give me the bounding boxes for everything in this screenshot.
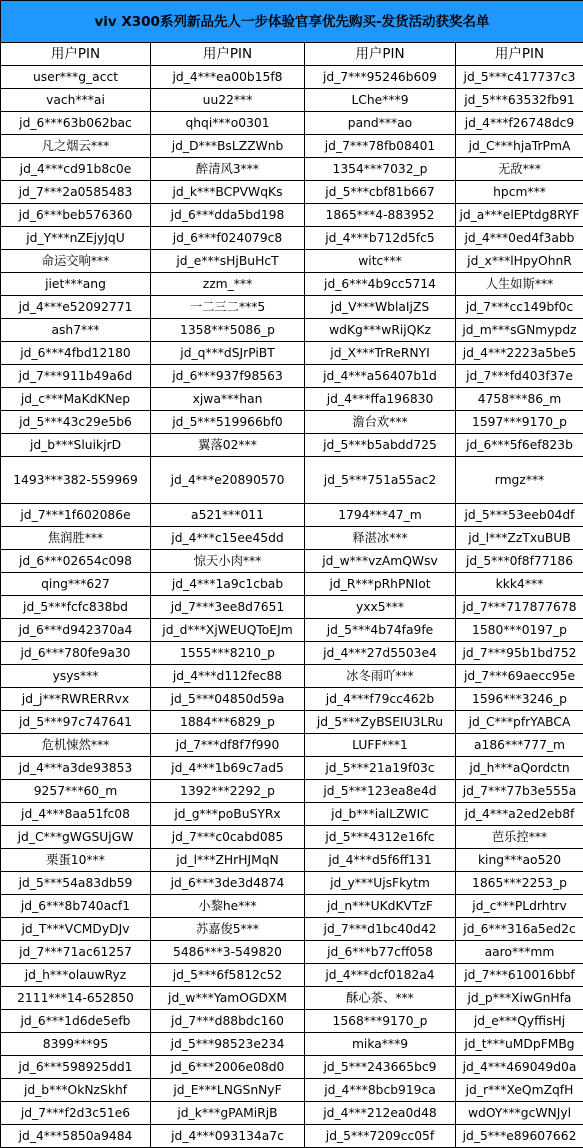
user-pin-cell: jd_5***123ea8e4d [305,780,456,803]
table-row [1,688,583,711]
user-pin-cell: jd_5***04850d59a [151,688,305,711]
table-row [1,734,583,757]
user-pin-cell: 翼落02*** [151,434,305,457]
user-pin-cell: jd_6***63b062bac [1,112,151,135]
sheet-title: viv X300系列新品先人一步体验官享优先购买-发货活动获奖名单 [1,1,583,43]
user-pin-cell: jd_4***a3de93853 [1,757,151,780]
user-pin-cell: 1580***0197_p [456,619,583,642]
user-pin-cell: jd_V***WblaIjZS [305,296,456,319]
user-pin-cell: yxx5*** [305,596,456,619]
table-row [1,1056,583,1079]
user-pin-cell: jd_4***d112fec88 [151,665,305,688]
user-pin-cell: 苏嘉俊5*** [151,918,305,941]
table-row [1,89,583,112]
user-pin-cell: jd_g***poBuSYRx [151,803,305,826]
user-pin-cell: jd_5***e89607662 [456,1125,583,1148]
user-pin-cell: 1794***47_m [305,504,456,527]
user-pin-cell: jd_D***BsLZZWnb [151,135,305,158]
table-row [1,204,583,227]
user-pin-cell: jd_4***d5f6ff131 [305,849,456,872]
user-pin-cell: 1865***2253_p [456,872,583,895]
user-pin-cell: jd_4***cd91b8c0e [1,158,151,181]
user-pin-cell: jd_6***4b9cc5714 [305,273,456,296]
user-pin-cell: jd_6***780fe9a30 [1,642,151,665]
user-pin-cell: jd_5***63532fb91 [456,89,583,112]
user-pin-cell: jd_7***95b1bd752 [456,642,583,665]
user-pin-cell: 5486***3-549820 [151,941,305,964]
user-pin-cell: jd_x***lHpyOhnR [456,250,583,273]
column-header: 用户PIN [151,43,305,66]
user-pin-cell: jd_4***1b69c7ad5 [151,757,305,780]
user-pin-cell: jd_5***4312e16fc [305,826,456,849]
table-row [1,250,583,273]
table-row [1,619,583,642]
user-pin-cell: jd_b***ialLZWIC [305,803,456,826]
table-row [1,135,583,158]
user-pin-cell: jd_w***YamOGDXM [151,987,305,1010]
table-row [1,1010,583,1033]
user-pin-cell: jd_4***27d5503e4 [305,642,456,665]
table-row [1,1033,583,1056]
user-pin-cell: jd_m***sGNmypdz [456,319,583,342]
table-row [1,596,583,619]
user-pin-cell: 醉清风3*** [151,158,305,181]
user-pin-cell: jd_T***VCMDyDJv [1,918,151,941]
user-pin-cell: 1884***6829_p [151,711,305,734]
user-pin-cell: 惊天小肉*** [151,550,305,573]
user-pin-cell: jd_4***ffa196830 [305,388,456,411]
user-pin-cell: jd_w***vzAmQWsv [305,550,456,573]
column-header: 用户PIN [456,43,583,66]
user-pin-cell: rmgz*** [456,457,583,504]
user-pin-cell: user***g_acct [1,66,151,89]
table-row [1,296,583,319]
user-pin-cell: jd_b***OkNzSkhf [1,1079,151,1102]
user-pin-cell: 小黎he*** [151,895,305,918]
table-row [1,273,583,296]
user-pin-cell: 1555***8210_p [151,642,305,665]
table-row [1,757,583,780]
user-pin-cell: 释湛冰*** [305,527,456,550]
user-pin-cell: witc*** [305,250,456,273]
user-pin-cell: qing***627 [1,573,151,596]
user-pin-cell: 2111***14-652850 [1,987,151,1010]
table-row [1,319,583,342]
user-pin-cell: jd_4***5850a9484 [1,1125,151,1148]
table-row [1,803,583,826]
table-row [1,711,583,734]
user-pin-cell: jd_4***1a9c1cbab [151,573,305,596]
table-row [1,158,583,181]
user-pin-cell: kkk4*** [456,573,583,596]
user-pin-cell: 1392***2292_p [151,780,305,803]
table-row [1,1125,583,1148]
user-pin-cell: jd_4***dcf0182a4 [305,964,456,987]
user-pin-cell: 凡之烟云*** [1,135,151,158]
user-pin-cell: 1493***382-559969 [1,457,151,504]
user-pin-cell: 1597***9170_p [456,411,583,434]
table-row [1,434,583,457]
user-pin-cell: jd_c***PLdrhtrv [456,895,583,918]
user-pin-cell: a521***011 [151,504,305,527]
user-pin-cell: jd_C***gWGSUjGW [1,826,151,849]
user-pin-cell: jd_5***243665bc9 [305,1056,456,1079]
table-row [1,411,583,434]
user-pin-cell: jd_7***df8f7f990 [151,734,305,757]
user-pin-cell: jd_t***uMDpFMBg [456,1033,583,1056]
user-pin-cell: jd_k***gPAMiRjB [151,1102,305,1125]
user-pin-cell: jd_7***1f602086e [1,504,151,527]
user-pin-cell: jd_r***XeQmZqfH [456,1079,583,1102]
column-header: 用户PIN [305,43,456,66]
user-pin-cell: ash7*** [1,319,151,342]
user-pin-cell: jd_7***95246b609 [305,66,456,89]
user-pin-cell: 焦润胜*** [1,527,151,550]
table-row [1,1079,583,1102]
user-pin-cell: jd_Y***nZEjyJqU [1,227,151,250]
table-row [1,642,583,665]
user-pin-cell: jd_5***98523e234 [151,1033,305,1056]
user-pin-cell: jd_h***aQordctn [456,757,583,780]
user-pin-cell: jd_R***pRhPNIot [305,573,456,596]
user-pin-cell: jd_5***53eeb04df [456,504,583,527]
user-pin-cell: 危机悚然*** [1,734,151,757]
user-pin-cell: jd_C***hjaTrPmA [456,135,583,158]
user-pin-cell: 1568***9170_p [305,1010,456,1033]
user-pin-cell: jd_4***f79cc462b [305,688,456,711]
user-pin-cell: jd_7***717877678 [456,596,583,619]
user-pin-cell: jd_6***5f6ef823b [456,434,583,457]
table-row [1,504,583,527]
user-pin-cell: jd_l***ZzTxuBUB [456,527,583,550]
user-pin-cell: pand***ao [305,112,456,135]
user-pin-cell: jd_7***fd403f37e [456,365,583,388]
user-pin-cell: jd_5***c417737c3 [456,66,583,89]
user-pin-cell: king***ao520 [456,849,583,872]
user-pin-cell: 命运交响*** [1,250,151,273]
user-pin-cell: 9257***60_m [1,780,151,803]
user-pin-cell: jd_4***a56407b1d [305,365,456,388]
user-pin-cell: uu22*** [151,89,305,112]
user-pin-cell: 4758***86_m [456,388,583,411]
user-pin-cell: 酥心茶、*** [305,987,456,1010]
user-pin-cell: jd_5***97c747641 [1,711,151,734]
table-row [1,987,583,1010]
user-pin-cell: jd_4***ea00b15f8 [151,66,305,89]
user-pin-cell: jd_6***dda5bd198 [151,204,305,227]
user-pin-cell: jd_4***b712d5fc5 [305,227,456,250]
user-pin-cell: jd_6***316a5ed2c [456,918,583,941]
user-pin-cell: 人生如斯*** [456,273,583,296]
user-pin-cell: 1354***7032_p [305,158,456,181]
user-pin-cell: jd_6***8b740acf1 [1,895,151,918]
user-pin-cell: 栗蛋10*** [1,849,151,872]
table-row [1,872,583,895]
user-pin-cell: jd_q***dSJrPiBT [151,342,305,365]
user-pin-cell: jd_6***937f98563 [151,365,305,388]
user-pin-cell: jd_6***f024079c8 [151,227,305,250]
user-pin-cell: jd_5***b5abdd725 [305,434,456,457]
user-pin-cell: jd_4***8aa51fc08 [1,803,151,826]
user-pin-cell: jd_6***b77cff058 [305,941,456,964]
table-row [1,573,583,596]
header-row [1,43,583,66]
user-pin-cell: jd_E***LNGSnNyF [151,1079,305,1102]
user-pin-cell: xjwa***han [151,388,305,411]
table-row [1,365,583,388]
user-pin-cell: jd_5***7209cc05f [305,1125,456,1148]
user-pin-cell: jd_4***212ea0d48 [305,1102,456,1125]
user-pin-cell: jd_6***598925dd1 [1,1056,151,1079]
user-pin-cell: jd_p***XiwGnHfa [456,987,583,1010]
user-pin-cell: aaro***mm [456,941,583,964]
user-pin-cell: jd_4***8bcb919ca [305,1079,456,1102]
table-row [1,964,583,987]
user-pin-cell: jd_4***a2ed2eb8f [456,803,583,826]
table-row [1,941,583,964]
user-pin-cell: jd_h***olauwRyz [1,964,151,987]
user-pin-cell: jd_5***43c29e5b6 [1,411,151,434]
user-pin-cell: jd_6***2006e08d0 [151,1056,305,1079]
user-pin-cell: jd_4***093134a7c [151,1125,305,1148]
table-row [1,550,583,573]
user-pin-cell: jd_7***71ac61257 [1,941,151,964]
title-row [1,1,583,43]
user-pin-cell: jd_4***e20890570 [151,457,305,504]
user-pin-cell: jd_k***BCPVWqKs [151,181,305,204]
user-pin-cell: 一二三二***5 [151,296,305,319]
user-pin-cell: jd_5***751a55ac2 [305,457,456,504]
user-pin-cell: 无敌*** [456,158,583,181]
user-pin-cell: 8399***95 [1,1033,151,1056]
user-pin-cell: jd_7***d1bc40d42 [305,918,456,941]
user-pin-cell: jd_5***cbf81b667 [305,181,456,204]
user-pin-cell: jd_X***TrReRNYI [305,342,456,365]
user-pin-cell: jiet***ang [1,273,151,296]
table-row [1,527,583,550]
table-row [1,665,583,688]
user-pin-cell: wdKg***wRijQKz [305,319,456,342]
user-pin-cell: jd_6***4fbd12180 [1,342,151,365]
user-pin-cell: jd_7***77b3e555a [456,780,583,803]
user-pin-cell: ysys*** [1,665,151,688]
user-pin-cell: jd_b***SluikjrD [1,434,151,457]
user-pin-cell: jd_7***78fb08401 [305,135,456,158]
user-pin-cell: LChe***9 [305,89,456,112]
user-pin-cell: jd_6***beb576360 [1,204,151,227]
user-pin-cell: jd_5***54a83db59 [1,872,151,895]
user-pin-cell: jd_5***4b74fa9fe [305,619,456,642]
user-pin-cell: jd_a***elEPtdg8RYF [456,204,583,227]
user-pin-cell: jd_n***UKdKVTzF [305,895,456,918]
user-pin-cell: jd_j***RWRERRvx [1,688,151,711]
user-pin-cell: jd_5***ZyBSEIU3LRu [305,711,456,734]
user-pin-cell: jd_5***21a19f03c [305,757,456,780]
user-pin-cell: 1358***5086_p [151,319,305,342]
user-pin-cell: jd_4***c15ee45dd [151,527,305,550]
table-row [1,826,583,849]
user-pin-cell: jd_7***cc149bf0c [456,296,583,319]
user-pin-cell: 芭乐控*** [456,826,583,849]
user-pin-cell: hpcm*** [456,181,583,204]
table-row [1,780,583,803]
user-pin-cell: jd_6***d942370a4 [1,619,151,642]
user-pin-cell: 冰冬雨吖*** [305,665,456,688]
user-pin-cell: 澹台欢*** [305,411,456,434]
user-pin-cell: jd_C***pfrYABCA [456,711,583,734]
user-pin-cell: jd_7***911b49a6d [1,365,151,388]
user-pin-cell: wdOY***gcWNJyl [456,1102,583,1125]
table-row [1,342,583,365]
table-row [1,112,583,135]
user-pin-cell: jd_5***fcfc838bd [1,596,151,619]
user-pin-cell: mika***9 [305,1033,456,1056]
table-row [1,895,583,918]
user-pin-cell: jd_7***c0cabd085 [151,826,305,849]
user-pin-cell: a186***777_m [456,734,583,757]
user-pin-cell: jd_7***69aecc95e [456,665,583,688]
user-pin-cell: jd_6***3de3d4874 [151,872,305,895]
user-pin-cell: jd_7***f2d3c51e6 [1,1102,151,1125]
user-pin-cell: jd_5***0f8f77186 [456,550,583,573]
user-pin-cell: qhqi***o0301 [151,112,305,135]
user-pin-cell: jd_e***sHjBuHcT [151,250,305,273]
user-pin-cell: jd_7***2a0585483 [1,181,151,204]
user-pin-cell: jd_6***02654c098 [1,550,151,573]
table-row [1,849,583,872]
user-pin-cell: jd_4***e52092771 [1,296,151,319]
user-pin-cell: 1596***3246_p [456,688,583,711]
table-row [1,457,583,504]
table-row [1,918,583,941]
user-pin-cell: jd_6***1d6de5efb [1,1010,151,1033]
table-row [1,66,583,89]
table-row [1,181,583,204]
user-pin-cell: jd_7***610016bbf [456,964,583,987]
user-pin-cell: jd_4***0ed4f3abb [456,227,583,250]
user-pin-cell: 1865***4-883952 [305,204,456,227]
user-pin-cell: jd_7***d88bdc160 [151,1010,305,1033]
user-pin-cell: jd_e***QyffisHj [456,1010,583,1033]
table-row [1,388,583,411]
user-pin-cell: zzm_*** [151,273,305,296]
user-pin-cell: jd_5***519966bf0 [151,411,305,434]
user-pin-cell: jd_c***MaKdKNep [1,388,151,411]
user-pin-cell: jd_d***XjWEUQToEJm [151,619,305,642]
user-pin-cell: jd_l***ZHrHJMqN [151,849,305,872]
column-header: 用户PIN [1,43,151,66]
user-pin-cell: vach***ai [1,89,151,112]
user-pin-cell: jd_4***f26748dc9 [456,112,583,135]
user-pin-cell: jd_7***3ee8d7651 [151,596,305,619]
user-pin-cell: jd_4***2223a5be5 [456,342,583,365]
user-pin-cell: jd_4***469049d0a [456,1056,583,1079]
user-pin-cell: LUFF***1 [305,734,456,757]
table-row [1,1102,583,1125]
table-row [1,227,583,250]
user-pin-cell: jd_y***UjsFkytm [305,872,456,895]
user-pin-cell: jd_5***6f5812c52 [151,964,305,987]
